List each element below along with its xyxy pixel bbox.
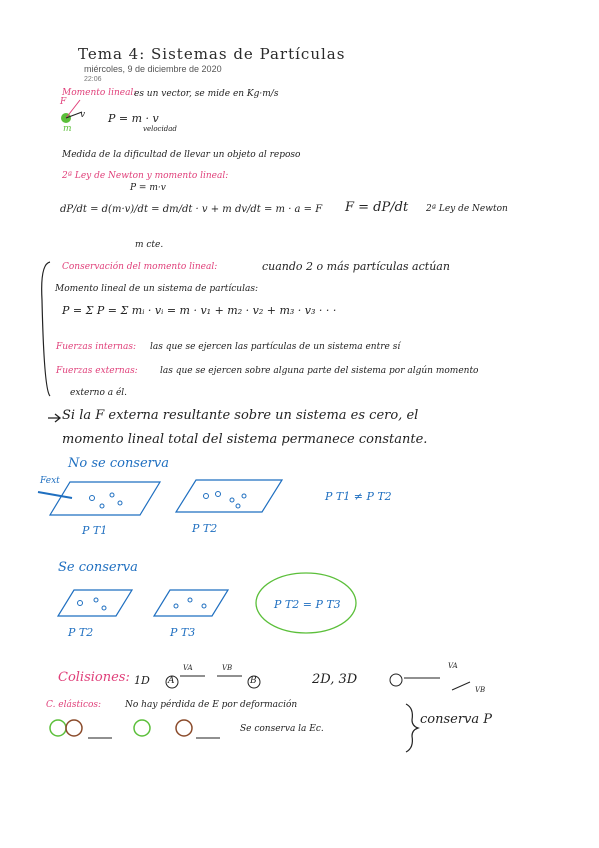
newton-result: F = dP/dt — [345, 200, 409, 215]
particle — [110, 493, 114, 497]
force-label: F — [60, 97, 67, 107]
medida-text: Medida de la dificultad de llevar un objeto al reposo — [62, 150, 301, 160]
pt1-label: P T1 — [82, 524, 108, 537]
particle — [216, 492, 221, 497]
particle — [90, 496, 95, 501]
va-label-2: VA — [448, 662, 458, 670]
no-se-conserva-label: No se conserva — [68, 456, 169, 471]
sistema-heading: Momento lineal de un sistema de partículas: — [55, 284, 258, 294]
system-box-4 — [154, 590, 228, 616]
bracket-left — [42, 262, 50, 396]
internas-text: las que se ejercen las partículas de un sistema entre sí — [150, 342, 401, 352]
green-ball-2-icon — [134, 720, 150, 736]
colisiones-1d: 1D — [134, 674, 150, 687]
colisiones-dims: 2D, 3D — [312, 672, 358, 687]
conservacion-note: cuando 2 o más partículas actúan — [262, 260, 450, 273]
particle — [204, 494, 209, 499]
particle — [188, 598, 192, 602]
colisiones-heading: Colisiones: — [58, 670, 130, 685]
externas-text-2: externo a él. — [70, 388, 128, 398]
conserved-highlight — [256, 573, 356, 633]
particle — [230, 498, 234, 502]
particle — [78, 601, 83, 606]
fext-label: Fext — [40, 476, 60, 486]
ball-a-label: A — [168, 676, 175, 686]
vb-label-2: VB — [475, 686, 486, 694]
particle — [242, 494, 246, 498]
principle-line-1: Si la F externa resultante sobre un sistema es cero, el — [62, 408, 419, 423]
ball-b-icon — [248, 676, 260, 688]
page-time: 22:06 — [84, 76, 102, 83]
page-date: miércoles, 9 de diciembre de 2020 — [84, 64, 222, 74]
ball-a2-icon — [390, 674, 402, 686]
ball-a-icon — [166, 676, 178, 688]
conservacion-heading: Conservación del momento lineal: — [62, 262, 218, 272]
system-box-2 — [176, 480, 282, 512]
fext-arrow — [38, 492, 72, 498]
velocidad-label: velocidad — [143, 125, 177, 133]
particle — [102, 606, 106, 610]
particle — [202, 604, 206, 608]
momento-desc: es un vector, se mide en Kg·m/s — [134, 89, 279, 99]
pt2-label: P T2 — [192, 522, 218, 535]
pt3-label: P T3 — [170, 626, 196, 639]
vb-label: VB — [222, 664, 233, 672]
va-label: VA — [183, 664, 193, 672]
neq-label: P T1 ≠ P T2 — [325, 490, 392, 503]
newton-result-note: 2ª Ley de Newton — [426, 204, 508, 214]
momento-heading: Momento lineal: — [62, 88, 137, 98]
particle — [174, 604, 178, 608]
newton-top-formula: P = m·v — [130, 183, 166, 193]
internas-label: Fuerzas internas: — [56, 342, 136, 352]
particle — [94, 598, 98, 602]
velocity-label: v — [80, 110, 86, 120]
particle — [118, 501, 122, 505]
vb2-arrow — [452, 682, 470, 690]
mass-label: m — [63, 124, 72, 134]
pt2b-label: P T2 — [68, 626, 94, 639]
system-box-3 — [58, 590, 132, 616]
system-box-1 — [50, 482, 160, 515]
right-brace — [406, 704, 418, 752]
principle-line-2: momento lineal total del sistema permanece constante. — [62, 432, 428, 447]
se-conserva-label: Se conserva — [58, 560, 138, 575]
newton-derivation: dP/dt = d(m·v)/dt = dm/dt · v + m dv/dt = m · a = F — [60, 204, 323, 215]
particle — [236, 504, 240, 508]
page-title: Tema 4: Sistemas de Partículas — [78, 45, 346, 63]
momentum-formula: P = m · v — [108, 112, 159, 125]
ball-b-label: B — [250, 676, 257, 686]
brown-ball-1-icon — [66, 720, 82, 736]
principle-arrow — [48, 414, 60, 422]
particle — [100, 504, 104, 508]
conserva-p: conserva P — [420, 712, 493, 727]
green-ball-1-icon — [50, 720, 66, 736]
eq-label: P T2 = P T3 — [274, 598, 341, 611]
m-cte: m cte. — [135, 240, 164, 250]
externas-text: las que se ejercen sobre alguna parte del sistema por algún momento — [160, 366, 479, 376]
newton-heading: 2ª Ley de Newton y momento lineal: — [62, 171, 229, 181]
sum-formula: P = Σ P = Σ mᵢ · vᵢ = m · v₁ + m₂ · v₂ + m₃ · v₃ · · · — [62, 304, 337, 317]
elasticos-text: No hay pérdida de E por deformación — [125, 700, 298, 710]
elasticos-label: C. elásticos: — [46, 700, 102, 710]
brown-ball-2-icon — [176, 720, 192, 736]
se-conserva-ec: Se conserva la Ec. — [240, 724, 324, 734]
externas-label: Fuerzas externas: — [56, 366, 138, 376]
